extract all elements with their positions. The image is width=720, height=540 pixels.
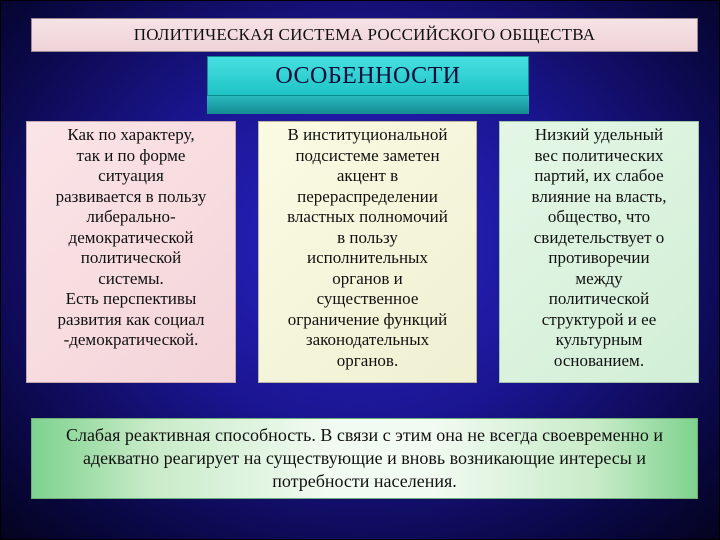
feature-box-middle: В институциональной подсистеме заметен акцент в перераспределении властных полномочий в пользу исполнительных органов и существенное ограничение функций законодательных органов. (258, 121, 477, 383)
feature-box-bottom (31, 418, 698, 499)
feature-box-right: Низкий удельный вес политических партий, их слабое влияние на власть, общество, что свидетельствует о противоречии между политической структурой и ее культурным основанием. (499, 121, 699, 383)
section-heading: ОСОБЕННОСТИ (207, 56, 529, 96)
bottom-text: Слабая реактивная способность. В связи с этим она не всегда своевременно и адекватно реагирует на существующие и вновь возникающие интересы и потребности населения. (65, 425, 664, 491)
slide-title: ПОЛИТИЧЕСКАЯ СИСТЕМА РОССИЙСКОГО ОБЩЕСТВА (31, 18, 698, 52)
heading-connector (207, 96, 529, 114)
feature-box-left: Как по характеру, так и по форме ситуация развивается в пользу либерально- демократической политической системы. Есть перспективы развития как социал -демократической. (26, 121, 236, 383)
